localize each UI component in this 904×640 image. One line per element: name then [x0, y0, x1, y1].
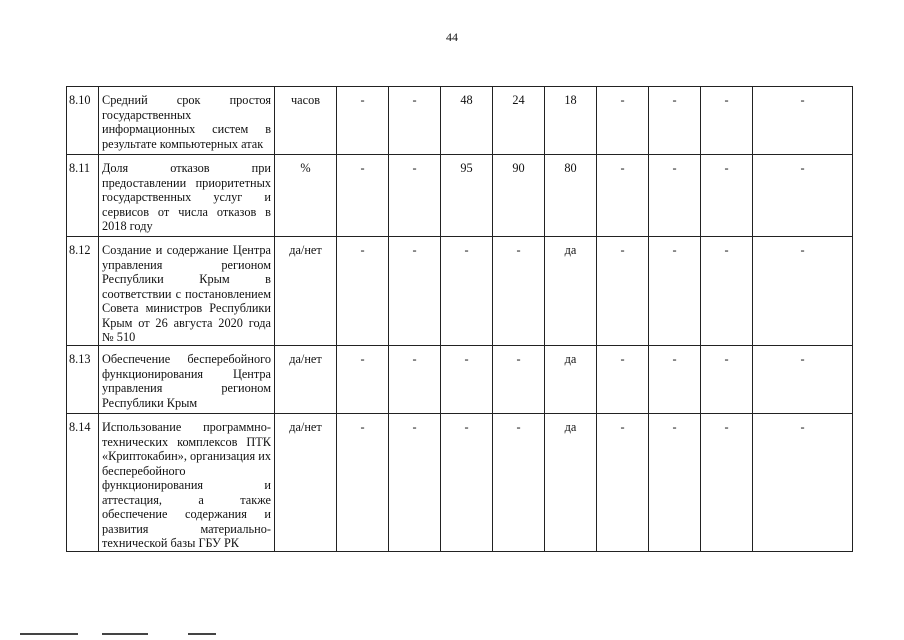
- indicator-name: Использование программно-технических комплексов ПТК «Криптокабин», организация их бесперебойного функционирования и аттестация, а также обеспечение содержания и развития материально-технической базы ГБУ РК: [99, 414, 275, 552]
- value-cell: -: [649, 87, 701, 155]
- table-row: [67, 414, 853, 552]
- unit-cell: да/нет: [275, 346, 337, 414]
- value-cell: -: [441, 414, 493, 552]
- unit-cell: %: [275, 155, 337, 237]
- value-cell: -: [701, 346, 753, 414]
- table-row: [67, 346, 853, 414]
- table-row: [67, 237, 853, 346]
- value-cell: -: [389, 346, 441, 414]
- value-cell: -: [597, 414, 649, 552]
- table-row: [67, 87, 853, 155]
- value-cell: -: [389, 155, 441, 237]
- table-row: [67, 155, 853, 237]
- value-cell: -: [701, 87, 753, 155]
- indicators-table: [66, 86, 853, 552]
- value-cell: -: [701, 414, 753, 552]
- value-cell: -: [337, 87, 389, 155]
- indicator-name: Обеспечение бесперебойного функционирования Центра управления регионом Республики Крым: [99, 346, 275, 414]
- value-cell: да: [545, 414, 597, 552]
- value-cell: 95: [441, 155, 493, 237]
- value-cell: -: [649, 155, 701, 237]
- value-cell: -: [337, 414, 389, 552]
- value-cell: -: [597, 155, 649, 237]
- table-body: [67, 87, 853, 552]
- value-cell: да: [545, 346, 597, 414]
- value-cell: -: [337, 155, 389, 237]
- value-cell: 24: [493, 87, 545, 155]
- value-cell: -: [753, 346, 853, 414]
- value-cell: -: [441, 237, 493, 346]
- value-cell: -: [337, 237, 389, 346]
- row-number: 8.11: [67, 155, 99, 237]
- value-cell: -: [493, 237, 545, 346]
- value-cell: -: [597, 346, 649, 414]
- value-cell: -: [389, 237, 441, 346]
- value-cell: -: [649, 346, 701, 414]
- unit-cell: часов: [275, 87, 337, 155]
- value-cell: -: [389, 87, 441, 155]
- value-cell: -: [701, 155, 753, 237]
- value-cell: -: [753, 155, 853, 237]
- value-cell: да: [545, 237, 597, 346]
- row-number: 8.12: [67, 237, 99, 346]
- value-cell: 18: [545, 87, 597, 155]
- value-cell: 80: [545, 155, 597, 237]
- value-cell: -: [493, 346, 545, 414]
- indicator-name: Средний срок простоя государственных информационных систем в результате компьютерных атак: [99, 87, 275, 155]
- row-number: 8.13: [67, 346, 99, 414]
- value-cell: 48: [441, 87, 493, 155]
- value-cell: -: [753, 414, 853, 552]
- value-cell: -: [441, 346, 493, 414]
- value-cell: -: [649, 414, 701, 552]
- value-cell: -: [701, 237, 753, 346]
- value-cell: -: [389, 414, 441, 552]
- indicator-name: Доля отказов при предоставлении приоритетных государственных услуг и сервисов от числа отказов в 2018 году: [99, 155, 275, 237]
- row-number: 8.10: [67, 87, 99, 155]
- indicator-name: Создание и содержание Центра управления регионом Республики Крым в соответствии с постановлением Совета министров Республики Крым от 26 августа 2020 года № 510: [99, 237, 275, 346]
- value-cell: 90: [493, 155, 545, 237]
- scan-edge-marks: [20, 633, 880, 636]
- value-cell: -: [649, 237, 701, 346]
- value-cell: -: [753, 87, 853, 155]
- unit-cell: да/нет: [275, 237, 337, 346]
- value-cell: -: [597, 87, 649, 155]
- value-cell: -: [493, 414, 545, 552]
- value-cell: -: [597, 237, 649, 346]
- page-number: 44: [446, 30, 458, 44]
- value-cell: -: [753, 237, 853, 346]
- row-number: 8.14: [67, 414, 99, 552]
- value-cell: -: [337, 346, 389, 414]
- unit-cell: да/нет: [275, 414, 337, 552]
